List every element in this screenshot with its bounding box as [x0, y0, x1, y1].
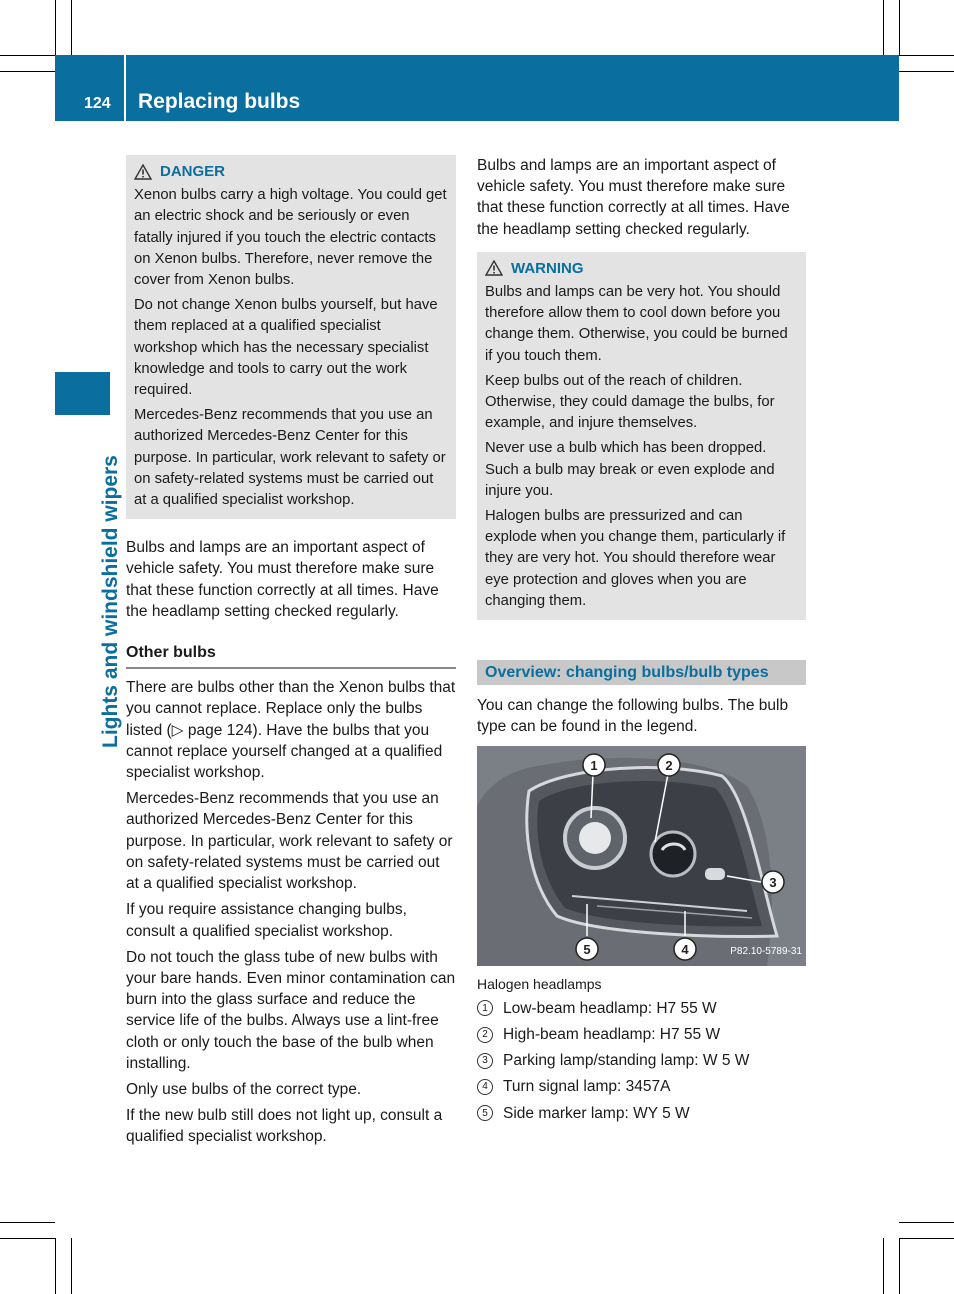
intro-paragraph: Bulbs and lamps are an important aspect of vehicle safety. You must therefore make sure that these function correctly at all times. Have the headlamp setting checked regularly. [477, 157, 790, 238]
legend-text: Side marker lamp: WY 5 W [503, 1104, 690, 1122]
svg-text:4: 4 [681, 941, 689, 957]
svg-text:3: 3 [769, 874, 777, 890]
warning-paragraph: Keep bulbs out of the reach of children. Otherwise, they could damage the bulbs, for example, and injure themselves. [485, 372, 775, 432]
other-bulbs-heading: Other bulbs [126, 642, 456, 669]
figure-caption: Halogen headlamps [477, 975, 602, 992]
body-paragraph: There are bulbs other than the Xenon bulbs that you cannot replace. Replace only the bulbs listed (▷ page 124). Have the bulbs that you cannot replace yourself changed at a qualified specialist workshop. [126, 679, 456, 782]
legend-number: 5 [477, 1105, 493, 1121]
crop-mark [71, 1238, 72, 1294]
body-paragraph: If you require assistance changing bulbs, consult a qualified specialist workshop. [126, 901, 407, 940]
body-paragraph: Only use bulbs of the correct type. [126, 1080, 362, 1098]
crop-mark [899, 1222, 954, 1223]
warning-triangle-icon [485, 260, 503, 276]
crop-mark [883, 1238, 884, 1294]
left-column [126, 155, 456, 1153]
warning-paragraph: Halogen bulbs are pressurized and can explode when you change them, particularly if they are very hot. You should therefore wear eye protection and gloves when you are changing them. [485, 508, 786, 609]
svg-text:1: 1 [590, 757, 598, 773]
body-paragraph: If the new bulb still does not light up, consult a qualified specialist workshop. [126, 1107, 443, 1146]
legend-text: Turn signal lamp: 3457A [503, 1078, 671, 1096]
callout-3 [762, 871, 784, 893]
legend-text: High-beam headlamp: H7 55 W [503, 1026, 721, 1044]
legend-number: 3 [477, 1053, 493, 1069]
legend-item [477, 1103, 806, 1124]
danger-title [134, 161, 448, 182]
right-column [477, 155, 806, 1129]
crop-mark [0, 1222, 55, 1223]
body-paragraph: Mercedes-Benz recommends that you use an authorized Mercedes-Benz Center for this purpose. In particular, work relevant to safety or on safety-related systems must be carried out at a qualified specialist workshop. [126, 790, 453, 893]
danger-box [126, 155, 456, 519]
intro-paragraph: Bulbs and lamps are an important aspect of vehicle safety. You must therefore make sure that these function correctly at all times. Have the headlamp setting checked regularly. [126, 539, 439, 620]
warning-box [477, 252, 806, 620]
overview-heading: Overview: changing bulbs/bulb types [477, 660, 806, 685]
legend-list [477, 998, 806, 1124]
header-divider [124, 55, 126, 121]
section-title: Replacing bulbs [138, 90, 301, 113]
figure-code: P82.10-5789-31 [730, 946, 802, 958]
legend-number: 4 [477, 1079, 493, 1095]
svg-text:2: 2 [665, 757, 673, 773]
crop-mark [899, 1238, 954, 1239]
crop-mark [899, 1238, 900, 1294]
crop-mark [899, 0, 900, 55]
legend-item [477, 1050, 806, 1071]
legend-item [477, 1024, 806, 1045]
crop-mark [883, 0, 884, 55]
crop-mark [899, 55, 954, 56]
chapter-tab [55, 372, 110, 415]
svg-text:5: 5 [583, 941, 591, 957]
callout-4 [674, 938, 696, 960]
warning-label: WARNING [511, 259, 584, 277]
warning-paragraph: Never use a bulb which has been dropped. Such a bulb may break or even explode and injure you. [485, 440, 775, 499]
chapter-title: Lights and windshield wipers [99, 455, 122, 748]
callout-1 [583, 754, 605, 776]
warning-title [485, 258, 798, 279]
crop-mark [55, 1238, 56, 1294]
legend-item [477, 1076, 806, 1097]
headlamp-figure [477, 746, 806, 966]
crop-mark [55, 0, 56, 55]
crop-mark [0, 71, 55, 72]
warning-paragraph: Bulbs and lamps can be very hot. You should therefore allow them to cool down before you change them. Otherwise, you could be burned if you touch them. [485, 284, 788, 364]
legend-text: Low-beam headlamp: H7 55 W [503, 999, 717, 1017]
legend-item [477, 998, 806, 1019]
callout-5 [576, 938, 598, 960]
danger-paragraph: Xenon bulbs carry a high voltage. You could get an electric shock and be seriously or even fatally injured if you touch the electric contacts on Xenon bulbs. Therefore, never remove the cover from Xenon bulbs. [134, 187, 447, 289]
crop-mark [0, 1238, 55, 1239]
body-paragraph: Do not touch the glass tube of new bulbs with your bare hands. Even minor contamination can burn into the glass surface and reduce the service life of the bulbs. Always use a lint-free cloth or only touch the base of the bulb when installing. [126, 948, 456, 1072]
crop-mark [71, 0, 72, 55]
danger-paragraph: Do not change Xenon bulbs yourself, but have them replaced at a qualified specialist workshop which has the necessary specialist knowledge and tools to carry out the work required. [134, 297, 438, 399]
legend-text: Parking lamp/standing lamp: W 5 W [503, 1052, 750, 1070]
legend-number: 1 [477, 1000, 493, 1016]
page-number: 124 [84, 95, 111, 112]
headlamp-illustration [477, 746, 806, 966]
danger-label: DANGER [160, 163, 226, 180]
warning-triangle-icon [134, 164, 152, 180]
crop-mark [0, 55, 55, 56]
callout-2 [658, 754, 680, 776]
overview-intro: You can change the following bulbs. The bulb type can be found in the legend. [477, 697, 789, 736]
danger-paragraph: Mercedes-Benz recommends that you use an authorized Mercedes-Benz Center for this purpose. In particular, work relevant to safety or on safety-related systems must be carried out at a qualified specialist workshop. [134, 407, 446, 509]
legend-number: 2 [477, 1027, 493, 1043]
crop-mark [899, 71, 954, 72]
